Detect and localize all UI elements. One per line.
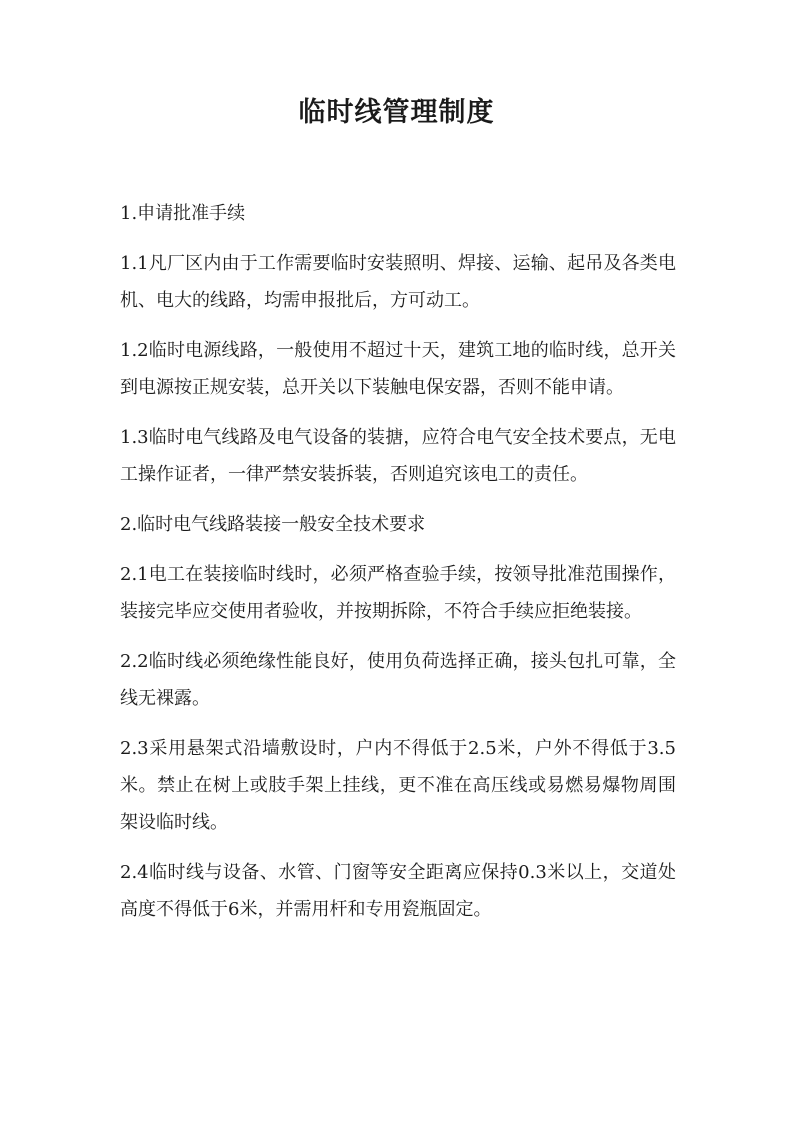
document-title: 临时线管理制度 [298,97,495,128]
section-heading-1: 1.申请批准手续 [120,203,246,224]
paragraph-2-3: 2.3采用悬架式沿墙敷设时，户内不得低于2.5米，户外不得低于3.5米。禁止在树上或肢手架上挂线，更不准在高压线或易燃易爆物周围架设临时线。 [120,738,676,833]
paragraph-1-2: 1.2临时电源线路，一般使用不超过十天，建筑工地的临时线，总开关到电源按正规安装，总开关以下装触电保安器，否则不能申请。 [120,340,676,398]
paragraph-2-1: 2.1电工在装接临时线时，必须严格查验手续，按领导批准范围操作，装接完毕应交使用者验收，并按期拆除，不符合手续应拒绝装接。 [120,564,676,622]
document-body [120,195,676,941]
paragraph-1-3: 1.3临时电气线路及电气设备的装搪，应符合电气安全技术要点，无电工操作证者，一律严禁安装拆装，否则追究该电工的责任。 [120,427,676,485]
paragraph-2-2: 2.2临时线必须绝缘性能良好，使用负荷选择正确，接头包扎可靠，全线无裸露。 [120,651,676,709]
paragraph-2-4: 2.4临时线与设备、水管、门窗等安全距离应保持0.3米以上，交道处高度不得低于6米，并需用杆和专用瓷瓶固定。 [120,862,676,920]
section-heading-2: 2.临时电气线路装接一般安全技术要求 [120,514,426,535]
paragraph-1-1: 1.1凡厂区内由于工作需要临时安装照明、焊接、运输、起吊及各类电机、电大的线路，均需申报批后，方可动工。 [120,253,676,311]
